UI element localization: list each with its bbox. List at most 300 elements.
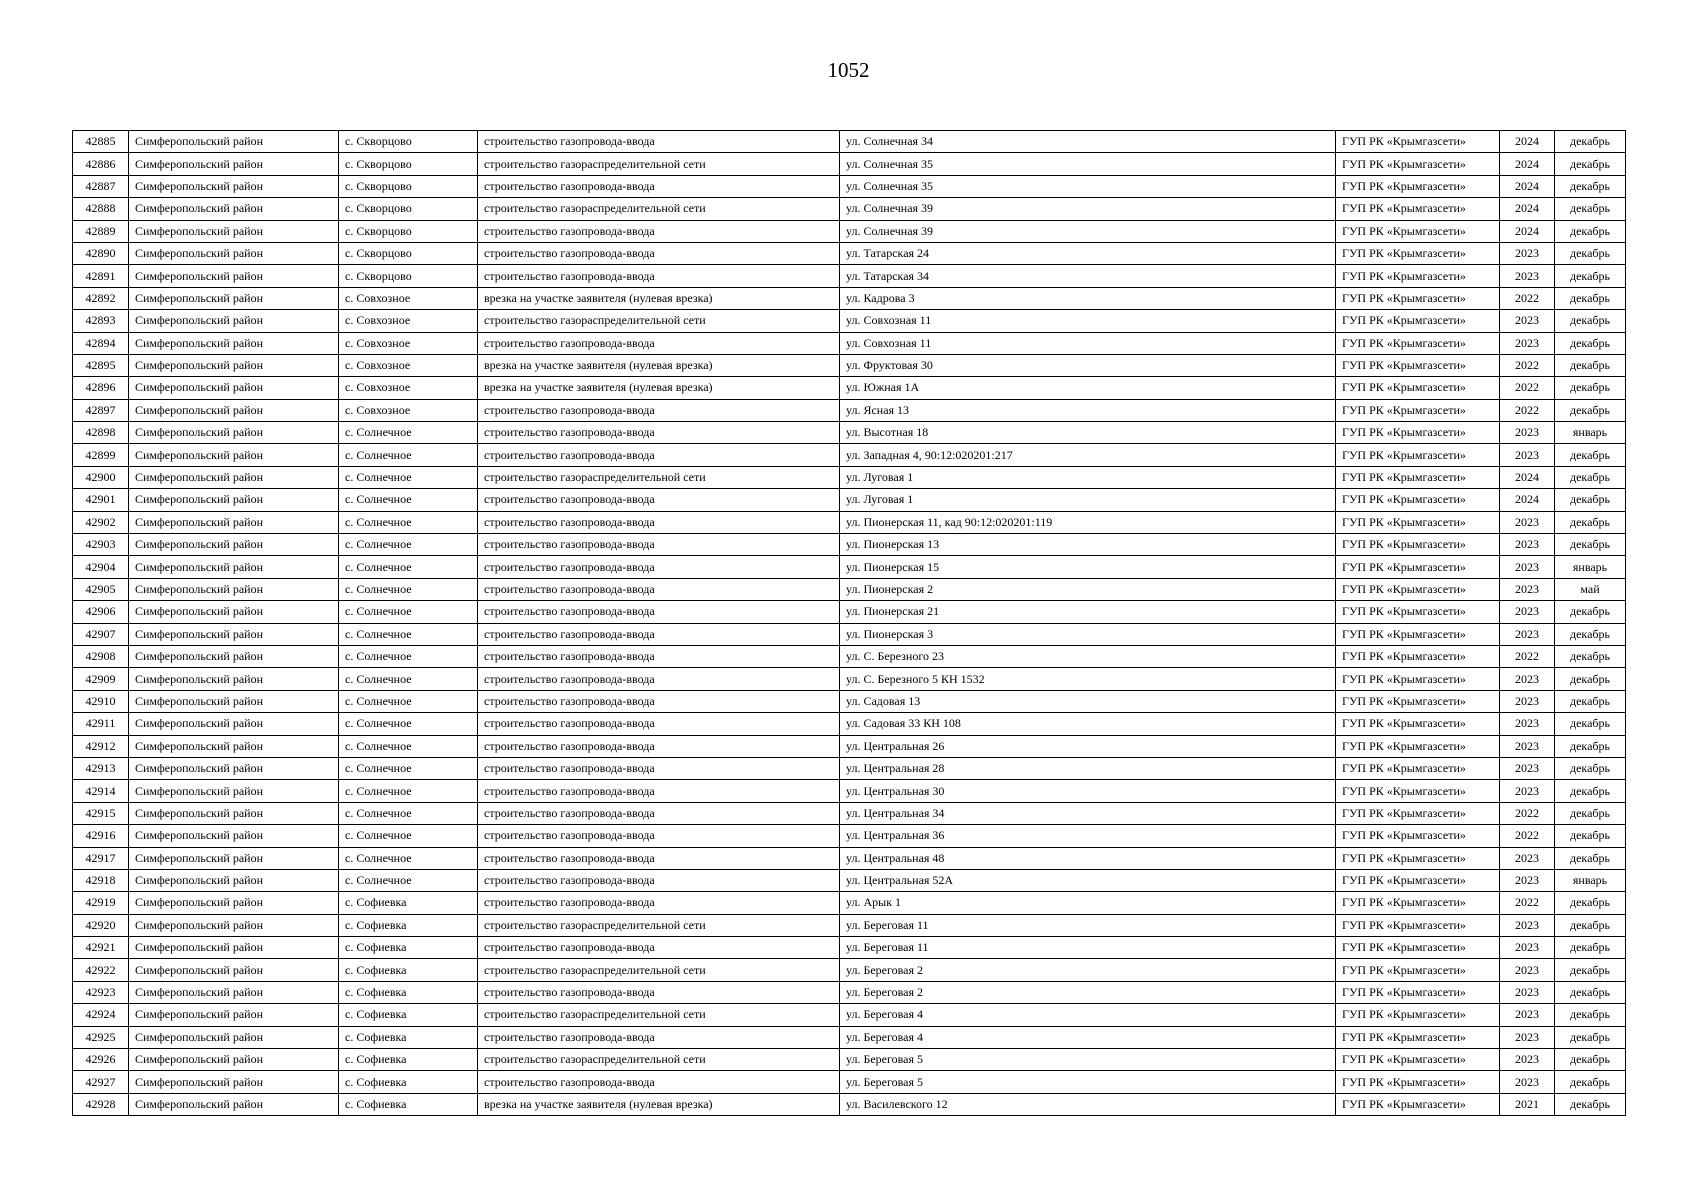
district-cell: Симферопольский район <box>129 287 339 309</box>
address-cell: ул. Солнечная 35 <box>840 153 1336 175</box>
year-cell: 2022 <box>1500 287 1555 309</box>
table-row <box>73 377 1626 399</box>
month-cell: декабрь <box>1555 892 1626 914</box>
address-cell: ул. Высотная 18 <box>840 422 1336 444</box>
table-row <box>73 735 1626 757</box>
settlement-cell: с. Софиевка <box>339 959 478 981</box>
settlement-cell: с. Солнечное <box>339 623 478 645</box>
settlement-cell: с. Скворцово <box>339 220 478 242</box>
address-cell: ул. Береговая 11 <box>840 914 1336 936</box>
settlement-cell: с. Софиевка <box>339 1004 478 1026</box>
address-cell: ул. Солнечная 39 <box>840 198 1336 220</box>
organization-cell: ГУП РК «Крымгазсети» <box>1336 757 1500 779</box>
year-cell: 2023 <box>1500 444 1555 466</box>
table-row <box>73 623 1626 645</box>
month-cell: декабрь <box>1555 757 1626 779</box>
work-type-cell: строительство газопровода-ввода <box>478 802 840 824</box>
year-cell: 2023 <box>1500 422 1555 444</box>
organization-cell: ГУП РК «Крымгазсети» <box>1336 265 1500 287</box>
month-cell: декабрь <box>1555 1026 1626 1048</box>
work-type-cell: строительство газопровода-ввода <box>478 601 840 623</box>
organization-cell: ГУП РК «Крымгазсети» <box>1336 735 1500 757</box>
district-cell: Симферопольский район <box>129 534 339 556</box>
address-cell: ул. Луговая 1 <box>840 466 1336 488</box>
district-cell: Симферопольский район <box>129 444 339 466</box>
settlement-cell: с. Солнечное <box>339 735 478 757</box>
year-cell: 2022 <box>1500 354 1555 376</box>
work-type-cell: строительство газопровода-ввода <box>478 444 840 466</box>
organization-cell: ГУП РК «Крымгазсети» <box>1336 1071 1500 1093</box>
district-cell: Симферопольский район <box>129 175 339 197</box>
settlement-cell: с. Совхозное <box>339 287 478 309</box>
year-cell: 2021 <box>1500 1093 1555 1115</box>
month-cell: декабрь <box>1555 713 1626 735</box>
settlement-cell: с. Скворцово <box>339 153 478 175</box>
settlement-cell: с. Солнечное <box>339 869 478 891</box>
table-row <box>73 1049 1626 1071</box>
organization-cell: ГУП РК «Крымгазсети» <box>1336 220 1500 242</box>
district-cell: Симферопольский район <box>129 847 339 869</box>
address-cell: ул. Береговая 2 <box>840 981 1336 1003</box>
table-row <box>73 287 1626 309</box>
settlement-cell: с. Солнечное <box>339 690 478 712</box>
work-type-cell: строительство газопровода-ввода <box>478 645 840 667</box>
work-type-cell: строительство газопровода-ввода <box>478 937 840 959</box>
settlement-cell: с. Скворцово <box>339 265 478 287</box>
month-cell: декабрь <box>1555 1049 1626 1071</box>
settlement-cell: с. Совхозное <box>339 310 478 332</box>
year-cell: 2022 <box>1500 399 1555 421</box>
row-number-cell: 42901 <box>73 489 129 511</box>
year-cell: 2023 <box>1500 959 1555 981</box>
district-cell: Симферопольский район <box>129 578 339 600</box>
organization-cell: ГУП РК «Крымгазсети» <box>1336 534 1500 556</box>
organization-cell: ГУП РК «Крымгазсети» <box>1336 1093 1500 1115</box>
month-cell: декабрь <box>1555 690 1626 712</box>
month-cell: январь <box>1555 422 1626 444</box>
organization-cell: ГУП РК «Крымгазсети» <box>1336 175 1500 197</box>
table-row <box>73 578 1626 600</box>
address-cell: ул. Береговая 11 <box>840 937 1336 959</box>
month-cell: декабрь <box>1555 601 1626 623</box>
district-cell: Симферопольский район <box>129 981 339 1003</box>
year-cell: 2024 <box>1500 466 1555 488</box>
table-row <box>73 713 1626 735</box>
work-type-cell: строительство газораспределительной сети <box>478 959 840 981</box>
work-type-cell: строительство газопровода-ввода <box>478 1026 840 1048</box>
table-row <box>73 131 1626 153</box>
year-cell: 2023 <box>1500 757 1555 779</box>
year-cell: 2023 <box>1500 1071 1555 1093</box>
work-type-cell: строительство газопровода-ввода <box>478 713 840 735</box>
settlement-cell: с. Солнечное <box>339 668 478 690</box>
district-cell: Симферопольский район <box>129 959 339 981</box>
district-cell: Симферопольский район <box>129 131 339 153</box>
year-cell: 2023 <box>1500 310 1555 332</box>
work-type-cell: строительство газопровода-ввода <box>478 735 840 757</box>
district-cell: Симферопольский район <box>129 1071 339 1093</box>
table-row <box>73 892 1626 914</box>
year-cell: 2023 <box>1500 937 1555 959</box>
district-cell: Симферопольский район <box>129 825 339 847</box>
year-cell: 2024 <box>1500 198 1555 220</box>
work-type-cell: врезка на участке заявителя (нулевая врезка) <box>478 1093 840 1115</box>
year-cell: 2022 <box>1500 892 1555 914</box>
settlement-cell: с. Солнечное <box>339 556 478 578</box>
table-row <box>73 242 1626 264</box>
month-cell: декабрь <box>1555 1071 1626 1093</box>
settlement-cell: с. Солнечное <box>339 780 478 802</box>
address-cell: ул. Береговая 5 <box>840 1049 1336 1071</box>
table-row <box>73 489 1626 511</box>
row-number-cell: 42906 <box>73 601 129 623</box>
settlement-cell: с. Софиевка <box>339 892 478 914</box>
district-cell: Симферопольский район <box>129 601 339 623</box>
table-row <box>73 153 1626 175</box>
district-cell: Симферопольский район <box>129 242 339 264</box>
year-cell: 2023 <box>1500 847 1555 869</box>
organization-cell: ГУП РК «Крымгазсети» <box>1336 578 1500 600</box>
district-cell: Симферопольский район <box>129 489 339 511</box>
settlement-cell: с. Совхозное <box>339 332 478 354</box>
year-cell: 2023 <box>1500 668 1555 690</box>
organization-cell: ГУП РК «Крымгазсети» <box>1336 198 1500 220</box>
table-row <box>73 511 1626 533</box>
row-number-cell: 42890 <box>73 242 129 264</box>
district-cell: Симферопольский район <box>129 399 339 421</box>
organization-cell: ГУП РК «Крымгазсети» <box>1336 131 1500 153</box>
year-cell: 2023 <box>1500 265 1555 287</box>
organization-cell: ГУП РК «Крымгазсети» <box>1336 1049 1500 1071</box>
work-type-cell: строительство газопровода-ввода <box>478 869 840 891</box>
organization-cell: ГУП РК «Крымгазсети» <box>1336 466 1500 488</box>
organization-cell: ГУП РК «Крымгазсети» <box>1336 959 1500 981</box>
address-cell: ул. Солнечная 39 <box>840 220 1336 242</box>
settlement-cell: с. Солнечное <box>339 847 478 869</box>
address-cell: ул. Солнечная 34 <box>840 131 1336 153</box>
district-cell: Симферопольский район <box>129 735 339 757</box>
year-cell: 2023 <box>1500 623 1555 645</box>
address-cell: ул. С. Березного 23 <box>840 645 1336 667</box>
row-number-cell: 42898 <box>73 422 129 444</box>
address-cell: ул. Береговая 4 <box>840 1004 1336 1026</box>
address-cell: ул. Южная 1А <box>840 377 1336 399</box>
year-cell: 2022 <box>1500 377 1555 399</box>
month-cell: декабрь <box>1555 1004 1626 1026</box>
district-cell: Симферопольский район <box>129 1049 339 1071</box>
table-row <box>73 1004 1626 1026</box>
row-number-cell: 42900 <box>73 466 129 488</box>
row-number-cell: 42905 <box>73 578 129 600</box>
table-row <box>73 556 1626 578</box>
row-number-cell: 42923 <box>73 981 129 1003</box>
settlement-cell: с. Скворцово <box>339 131 478 153</box>
row-number-cell: 42893 <box>73 310 129 332</box>
address-cell: ул. Татарская 24 <box>840 242 1336 264</box>
address-cell: ул. Центральная 36 <box>840 825 1336 847</box>
settlement-cell: с. Солнечное <box>339 578 478 600</box>
year-cell: 2023 <box>1500 1026 1555 1048</box>
district-cell: Симферопольский район <box>129 668 339 690</box>
row-number-cell: 42896 <box>73 377 129 399</box>
row-number-cell: 42904 <box>73 556 129 578</box>
address-cell: ул. Садовая 33 КН 108 <box>840 713 1336 735</box>
table-row <box>73 645 1626 667</box>
address-cell: ул. Солнечная 35 <box>840 175 1336 197</box>
district-cell: Симферопольский район <box>129 892 339 914</box>
work-type-cell: строительство газопровода-ввода <box>478 489 840 511</box>
organization-cell: ГУП РК «Крымгазсети» <box>1336 623 1500 645</box>
settlement-cell: с. Солнечное <box>339 645 478 667</box>
month-cell: декабрь <box>1555 131 1626 153</box>
work-type-cell: строительство газопровода-ввода <box>478 422 840 444</box>
month-cell: декабрь <box>1555 399 1626 421</box>
row-number-cell: 42918 <box>73 869 129 891</box>
year-cell: 2022 <box>1500 802 1555 824</box>
work-type-cell: строительство газопровода-ввода <box>478 332 840 354</box>
district-cell: Симферопольский район <box>129 220 339 242</box>
organization-cell: ГУП РК «Крымгазсети» <box>1336 601 1500 623</box>
work-type-cell: строительство газопровода-ввода <box>478 511 840 533</box>
organization-cell: ГУП РК «Крымгазсети» <box>1336 354 1500 376</box>
settlement-cell: с. Солнечное <box>339 534 478 556</box>
district-cell: Симферопольский район <box>129 623 339 645</box>
address-cell: ул. Луговая 1 <box>840 489 1336 511</box>
month-cell: май <box>1555 578 1626 600</box>
address-cell: ул. Пионерская 2 <box>840 578 1336 600</box>
district-cell: Симферопольский район <box>129 466 339 488</box>
row-number-cell: 42886 <box>73 153 129 175</box>
table-row <box>73 534 1626 556</box>
organization-cell: ГУП РК «Крымгазсети» <box>1336 645 1500 667</box>
row-number-cell: 42927 <box>73 1071 129 1093</box>
row-number-cell: 42899 <box>73 444 129 466</box>
year-cell: 2023 <box>1500 735 1555 757</box>
settlement-cell: с. Скворцово <box>339 242 478 264</box>
month-cell: декабрь <box>1555 175 1626 197</box>
address-cell: ул. Центральная 28 <box>840 757 1336 779</box>
month-cell: декабрь <box>1555 198 1626 220</box>
table-row <box>73 354 1626 376</box>
row-number-cell: 42894 <box>73 332 129 354</box>
settlement-cell: с. Солнечное <box>339 444 478 466</box>
district-cell: Симферопольский район <box>129 265 339 287</box>
work-type-cell: строительство газопровода-ввода <box>478 780 840 802</box>
organization-cell: ГУП РК «Крымгазсети» <box>1336 556 1500 578</box>
address-cell: ул. Пионерская 21 <box>840 601 1336 623</box>
work-type-cell: строительство газопровода-ввода <box>478 534 840 556</box>
table-row <box>73 869 1626 891</box>
row-number-cell: 42889 <box>73 220 129 242</box>
year-cell: 2024 <box>1500 489 1555 511</box>
row-number-cell: 42916 <box>73 825 129 847</box>
settlement-cell: с. Софиевка <box>339 1049 478 1071</box>
settlement-cell: с. Софиевка <box>339 1093 478 1115</box>
address-cell: ул. Кадрова 3 <box>840 287 1336 309</box>
row-number-cell: 42915 <box>73 802 129 824</box>
year-cell: 2023 <box>1500 713 1555 735</box>
district-cell: Симферопольский район <box>129 914 339 936</box>
table-row <box>73 825 1626 847</box>
work-type-cell: строительство газораспределительной сети <box>478 310 840 332</box>
settlement-cell: с. Софиевка <box>339 1026 478 1048</box>
organization-cell: ГУП РК «Крымгазсети» <box>1336 489 1500 511</box>
page-number: 1052 <box>827 58 870 82</box>
district-cell: Симферопольский район <box>129 422 339 444</box>
organization-cell: ГУП РК «Крымгазсети» <box>1336 332 1500 354</box>
table-row <box>73 690 1626 712</box>
organization-cell: ГУП РК «Крымгазсети» <box>1336 981 1500 1003</box>
settlement-cell: с. Солнечное <box>339 825 478 847</box>
table-row <box>73 668 1626 690</box>
month-cell: декабрь <box>1555 623 1626 645</box>
address-cell: ул. Центральная 30 <box>840 780 1336 802</box>
work-type-cell: врезка на участке заявителя (нулевая врезка) <box>478 287 840 309</box>
address-cell: ул. Арык 1 <box>840 892 1336 914</box>
month-cell: декабрь <box>1555 668 1626 690</box>
address-cell: ул. Западная 4, 90:12:020201:217 <box>840 444 1336 466</box>
row-number-cell: 42895 <box>73 354 129 376</box>
year-cell: 2023 <box>1500 780 1555 802</box>
register-body <box>73 131 1626 1116</box>
month-cell: декабрь <box>1555 444 1626 466</box>
month-cell: декабрь <box>1555 780 1626 802</box>
address-cell: ул. Центральная 26 <box>840 735 1336 757</box>
address-cell: ул. Садовая 13 <box>840 690 1336 712</box>
table-row <box>73 847 1626 869</box>
address-cell: ул. Фруктовая 30 <box>840 354 1336 376</box>
work-type-cell: строительство газораспределительной сети <box>478 198 840 220</box>
table-row <box>73 466 1626 488</box>
work-type-cell: строительство газораспределительной сети <box>478 466 840 488</box>
settlement-cell: с. Солнечное <box>339 757 478 779</box>
year-cell: 2023 <box>1500 332 1555 354</box>
work-type-cell: строительство газопровода-ввода <box>478 131 840 153</box>
year-cell: 2023 <box>1500 534 1555 556</box>
year-cell: 2023 <box>1500 1004 1555 1026</box>
table-row <box>73 422 1626 444</box>
district-cell: Симферопольский район <box>129 377 339 399</box>
row-number-cell: 42887 <box>73 175 129 197</box>
year-cell: 2023 <box>1500 511 1555 533</box>
organization-cell: ГУП РК «Крымгазсети» <box>1336 937 1500 959</box>
organization-cell: ГУП РК «Крымгазсети» <box>1336 310 1500 332</box>
organization-cell: ГУП РК «Крымгазсети» <box>1336 690 1500 712</box>
table-row <box>73 332 1626 354</box>
row-number-cell: 42911 <box>73 713 129 735</box>
month-cell: декабрь <box>1555 645 1626 667</box>
month-cell: декабрь <box>1555 332 1626 354</box>
work-type-cell: строительство газораспределительной сети <box>478 153 840 175</box>
work-type-cell: строительство газораспределительной сети <box>478 1004 840 1026</box>
row-number-cell: 42913 <box>73 757 129 779</box>
table-row <box>73 220 1626 242</box>
month-cell: декабрь <box>1555 981 1626 1003</box>
work-type-cell: строительство газопровода-ввода <box>478 175 840 197</box>
settlement-cell: с. Солнечное <box>339 466 478 488</box>
row-number-cell: 42914 <box>73 780 129 802</box>
register-table <box>72 130 1626 1116</box>
month-cell: декабрь <box>1555 1093 1626 1115</box>
table-row <box>73 757 1626 779</box>
work-type-cell: строительство газопровода-ввода <box>478 690 840 712</box>
address-cell: ул. Пионерская 13 <box>840 534 1336 556</box>
month-cell: декабрь <box>1555 825 1626 847</box>
year-cell: 2023 <box>1500 1049 1555 1071</box>
address-cell: ул. Пионерская 15 <box>840 556 1336 578</box>
district-cell: Симферопольский район <box>129 198 339 220</box>
row-number-cell: 42921 <box>73 937 129 959</box>
address-cell: ул. Береговая 5 <box>840 1071 1336 1093</box>
row-number-cell: 42891 <box>73 265 129 287</box>
organization-cell: ГУП РК «Крымгазсети» <box>1336 242 1500 264</box>
row-number-cell: 42922 <box>73 959 129 981</box>
month-cell: декабрь <box>1555 802 1626 824</box>
organization-cell: ГУП РК «Крымгазсети» <box>1336 825 1500 847</box>
year-cell: 2024 <box>1500 153 1555 175</box>
settlement-cell: с. Совхозное <box>339 377 478 399</box>
settlement-cell: с. Софиевка <box>339 981 478 1003</box>
month-cell: декабрь <box>1555 511 1626 533</box>
year-cell: 2022 <box>1500 645 1555 667</box>
work-type-cell: врезка на участке заявителя (нулевая врезка) <box>478 354 840 376</box>
month-cell: декабрь <box>1555 377 1626 399</box>
month-cell: декабрь <box>1555 354 1626 376</box>
address-cell: ул. Центральная 34 <box>840 802 1336 824</box>
organization-cell: ГУП РК «Крымгазсети» <box>1336 847 1500 869</box>
organization-cell: ГУП РК «Крымгазсети» <box>1336 892 1500 914</box>
organization-cell: ГУП РК «Крымгазсети» <box>1336 287 1500 309</box>
work-type-cell: строительство газопровода-ввода <box>478 623 840 645</box>
organization-cell: ГУП РК «Крымгазсети» <box>1336 1026 1500 1048</box>
address-cell: ул. Совхозная 11 <box>840 332 1336 354</box>
address-cell: ул. Центральная 52А <box>840 869 1336 891</box>
table-row <box>73 310 1626 332</box>
work-type-cell: строительство газораспределительной сети <box>478 914 840 936</box>
year-cell: 2024 <box>1500 131 1555 153</box>
row-number-cell: 42926 <box>73 1049 129 1071</box>
settlement-cell: с. Совхозное <box>339 399 478 421</box>
work-type-cell: врезка на участке заявителя (нулевая врезка) <box>478 377 840 399</box>
year-cell: 2023 <box>1500 690 1555 712</box>
month-cell: декабрь <box>1555 847 1626 869</box>
organization-cell: ГУП РК «Крымгазсети» <box>1336 869 1500 891</box>
district-cell: Симферопольский район <box>129 556 339 578</box>
row-number-cell: 42919 <box>73 892 129 914</box>
settlement-cell: с. Совхозное <box>339 354 478 376</box>
month-cell: декабрь <box>1555 489 1626 511</box>
organization-cell: ГУП РК «Крымгазсети» <box>1336 511 1500 533</box>
year-cell: 2022 <box>1500 825 1555 847</box>
row-number-cell: 42912 <box>73 735 129 757</box>
organization-cell: ГУП РК «Крымгазсети» <box>1336 422 1500 444</box>
month-cell: декабрь <box>1555 287 1626 309</box>
table-row <box>73 601 1626 623</box>
district-cell: Симферопольский район <box>129 757 339 779</box>
address-cell: ул. Береговая 4 <box>840 1026 1336 1048</box>
table-row <box>73 175 1626 197</box>
table-row <box>73 1026 1626 1048</box>
table-row <box>73 802 1626 824</box>
year-cell: 2023 <box>1500 914 1555 936</box>
organization-cell: ГУП РК «Крымгазсети» <box>1336 914 1500 936</box>
month-cell: декабрь <box>1555 959 1626 981</box>
work-type-cell: строительство газопровода-ввода <box>478 757 840 779</box>
address-cell: ул. Центральная 48 <box>840 847 1336 869</box>
month-cell: декабрь <box>1555 220 1626 242</box>
address-cell: ул. Ясная 13 <box>840 399 1336 421</box>
year-cell: 2023 <box>1500 601 1555 623</box>
